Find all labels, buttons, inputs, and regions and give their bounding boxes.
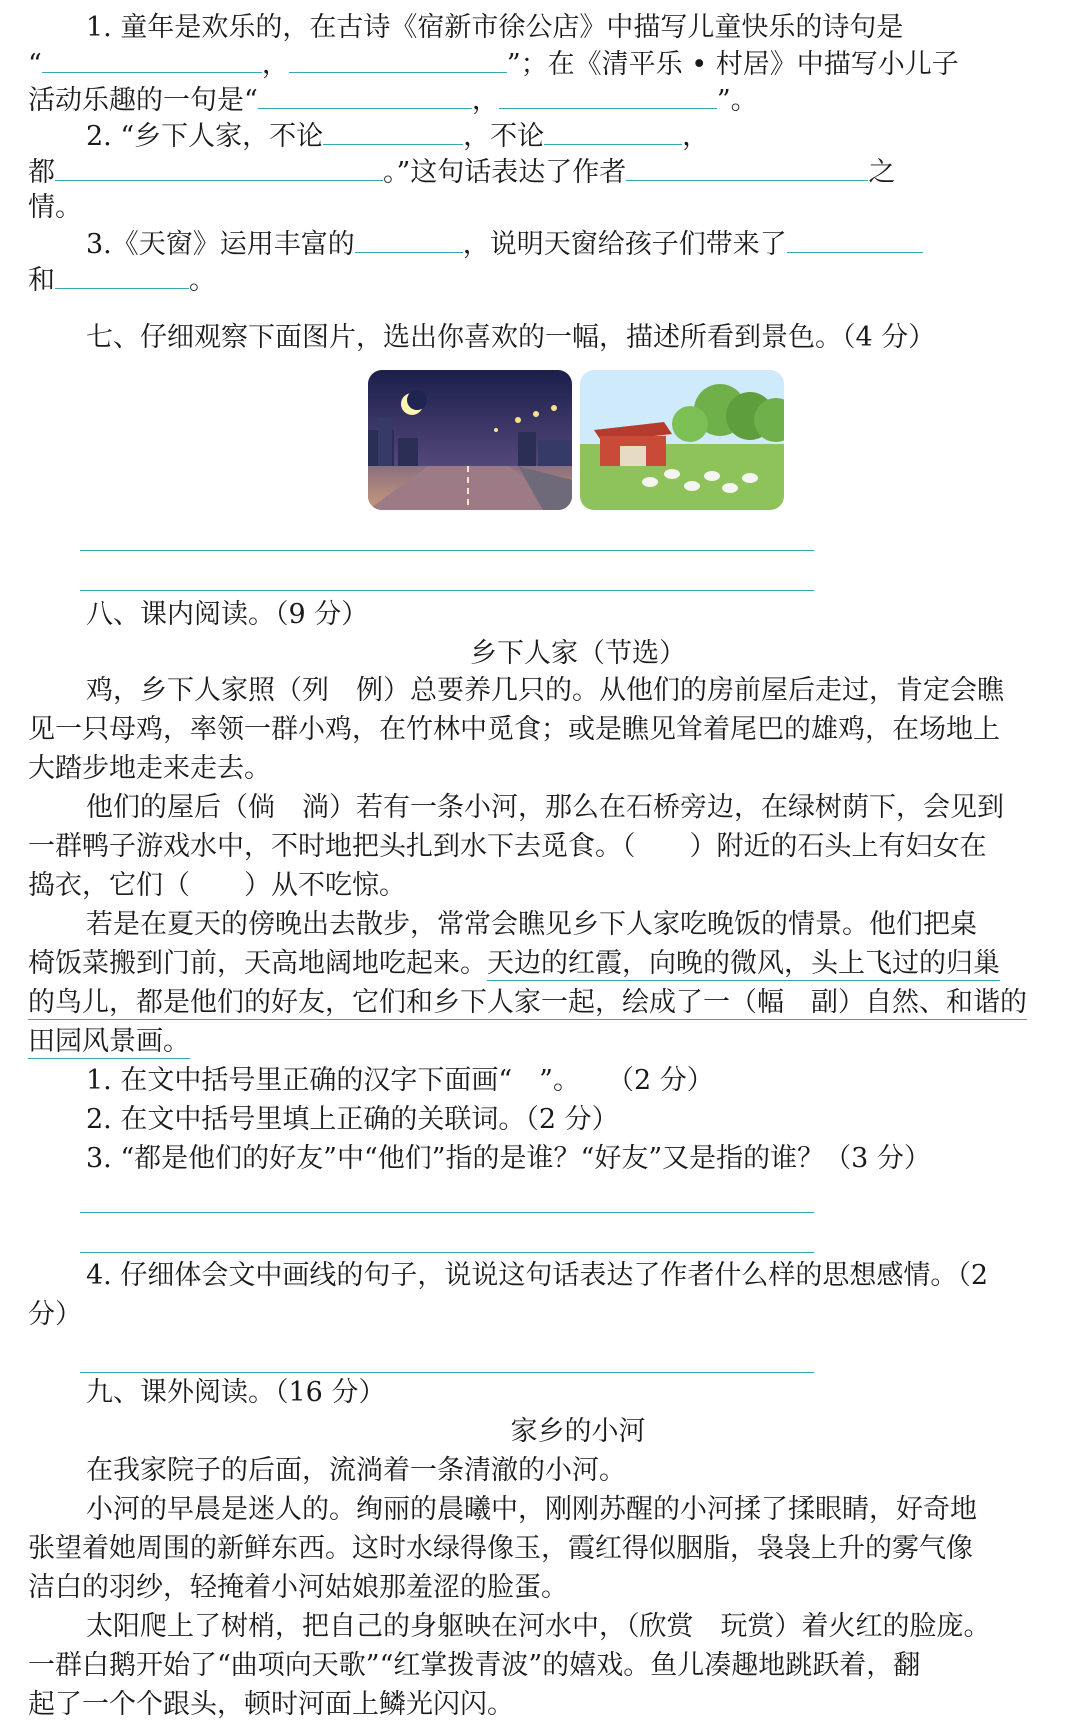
q1-blank-3[interactable] [258,82,472,109]
s8-question-3: 3. “都是他们的好友”中“他们”指的是谁？“好友”又是指的谁？（3 分） [86,1143,931,1174]
s9-p3-line-1: 太阳爬上了树梢，把自己的身躯映在河水中，（欣赏 玩赏）着火红的脸庞。 [86,1611,991,1642]
p3-line-1: 若是在夏天的傍晚出去散步，常常会瞧见乡下人家吃晚饭的情景。他们把桌 [86,909,977,940]
q1-line-1 [28,10,903,46]
q2-line-3: 情。 [28,192,82,223]
p1-line-2: 见一只母鸡，率领一群小鸡，在竹林中觅食；或是瞧见耸着尾巴的雄鸡，在场地上 [28,714,1000,745]
s9-p2-line-3: 洁白的羽纱，轻掩着小河姑娘那羞涩的脸蛋。 [28,1572,568,1603]
section7-heading: 七、仔细观察下面图片，选出你喜欢的一幅，描述所看到景色。（4 分） [86,322,936,353]
p3-line-3 [28,985,1027,1021]
q1-blank-4[interactable] [499,82,717,109]
p2-line-2: 一群鸭子游戏水中，不时地把头扎到水下去觅食。（ ）附近的石头上有妇女在 [28,831,987,862]
q1-blank-2[interactable] [289,46,507,73]
underlined-sentence: 天边的红霞，向晚的微风，头上飞过的归巢 [487,948,1000,979]
answer-line-7b[interactable] [80,590,814,591]
answer-line-8-4[interactable] [80,1372,814,1373]
q3-line-2: 和 。 [28,262,216,299]
p1-line-3: 大踏步地走来走去。 [28,753,271,784]
q2-blank-2[interactable] [544,118,682,145]
answer-line-7a[interactable] [80,550,814,551]
p2-line-1: 他们的屋后（倘 淌）若有一条小河，那么在石桥旁边，在绿树荫下，会见到 [86,792,1004,823]
farm-sheep-image[interactable] [580,370,784,510]
s8-question-4: 4. 仔细体会文中画线的句子，说说这句话表达了作者什么样的思想感情。（2 [86,1260,989,1291]
s9-p1: 在我家院子的后面，流淌着一条清澈的小河。 [86,1455,626,1486]
s8-question-2: 2. 在文中括号里填上正确的关联词。（2 分） [86,1104,619,1135]
s9-p3-line-2: 一群白鹅开始了“曲项向天歌”“红掌拨青波”的嬉戏。鱼儿凑趣地跳跃着，翻 [28,1650,921,1681]
p2-line-3: 捣衣，它们（ ）从不吃惊。 [28,870,406,901]
s9-p3-line-3: 起了一个个跟头，顿时河面上鳞光闪闪。 [28,1689,514,1720]
farm-sheep-icon [580,370,784,510]
s8-question-4-cont: 分） [28,1299,82,1330]
p3-line-4 [28,1024,190,1060]
q3-line-1: 3.《天窗》运用丰富的 ，说明天窗给孩子们带来了 [28,226,923,263]
q3-blank-2[interactable] [787,226,923,253]
section8-heading: 八、课内阅读。（9 分） [86,599,369,630]
q1-blank-1[interactable] [42,46,262,73]
q3-blank-3[interactable] [55,262,189,289]
q2-blank-1[interactable] [323,118,463,145]
s9-p2-line-1: 小河的早晨是迷人的。绚丽的晨曦中，刚刚苏醒的小河揉了揉眼睛，好奇地 [86,1494,977,1525]
night-street-icon [368,370,572,510]
q1-line-2: “ ， ”；在《清平乐 • 村居》中描写小儿子 [28,46,959,83]
section8-passage-title: 乡下人家（节选） [470,638,686,669]
p1-line-1: 鸡，乡下人家照（列 例）总要养几只的。从他们的房前屋后走过，肯定会瞧 [86,675,1004,706]
underlined-sentence-cont: 的鸟儿，都是他们的好友，它们和乡下人家一起，绘成了一（幅 副）自然、和谐的 [28,987,1027,1018]
s9-p2-line-2: 张望着她周围的新鲜东西。这时水绿得像玉，霞红得似胭脂，袅袅上升的雾气像 [28,1533,973,1564]
q1-text: 1. 童年是欢乐的，在古诗《宿新市徐公店》中描写儿童快乐的诗句是 [86,12,904,43]
q2-blank-3[interactable] [55,154,383,181]
q3-blank-1[interactable] [355,226,463,253]
q2-line-2: 都 。”这句话表达了作者 之 [28,154,895,191]
answer-line-8-3b[interactable] [80,1252,814,1253]
s8-question-1: 1. 在文中括号里正确的汉字下面画“ ”。 （2 分） [86,1065,714,1096]
q2-blank-4[interactable] [626,154,868,181]
answer-line-8-3a[interactable] [80,1212,814,1213]
section9-heading: 九、课外阅读。（16 分） [86,1377,386,1408]
p3-line-2: 椅饭菜搬到门前，天高地阔地吃起来。天边的红霞，向晚的微风，头上飞过的归巢 [28,948,1000,979]
night-street-image[interactable] [368,370,572,510]
section9-passage-title: 家乡的小河 [510,1416,646,1447]
q1-line-3: 活动乐趣的一句是“ ， ”。 [28,82,758,119]
underlined-sentence-end: 田园风景画。 [28,1026,190,1057]
q2-line-1: 2. “乡下人家，不论 ，不论 ， [28,118,709,155]
